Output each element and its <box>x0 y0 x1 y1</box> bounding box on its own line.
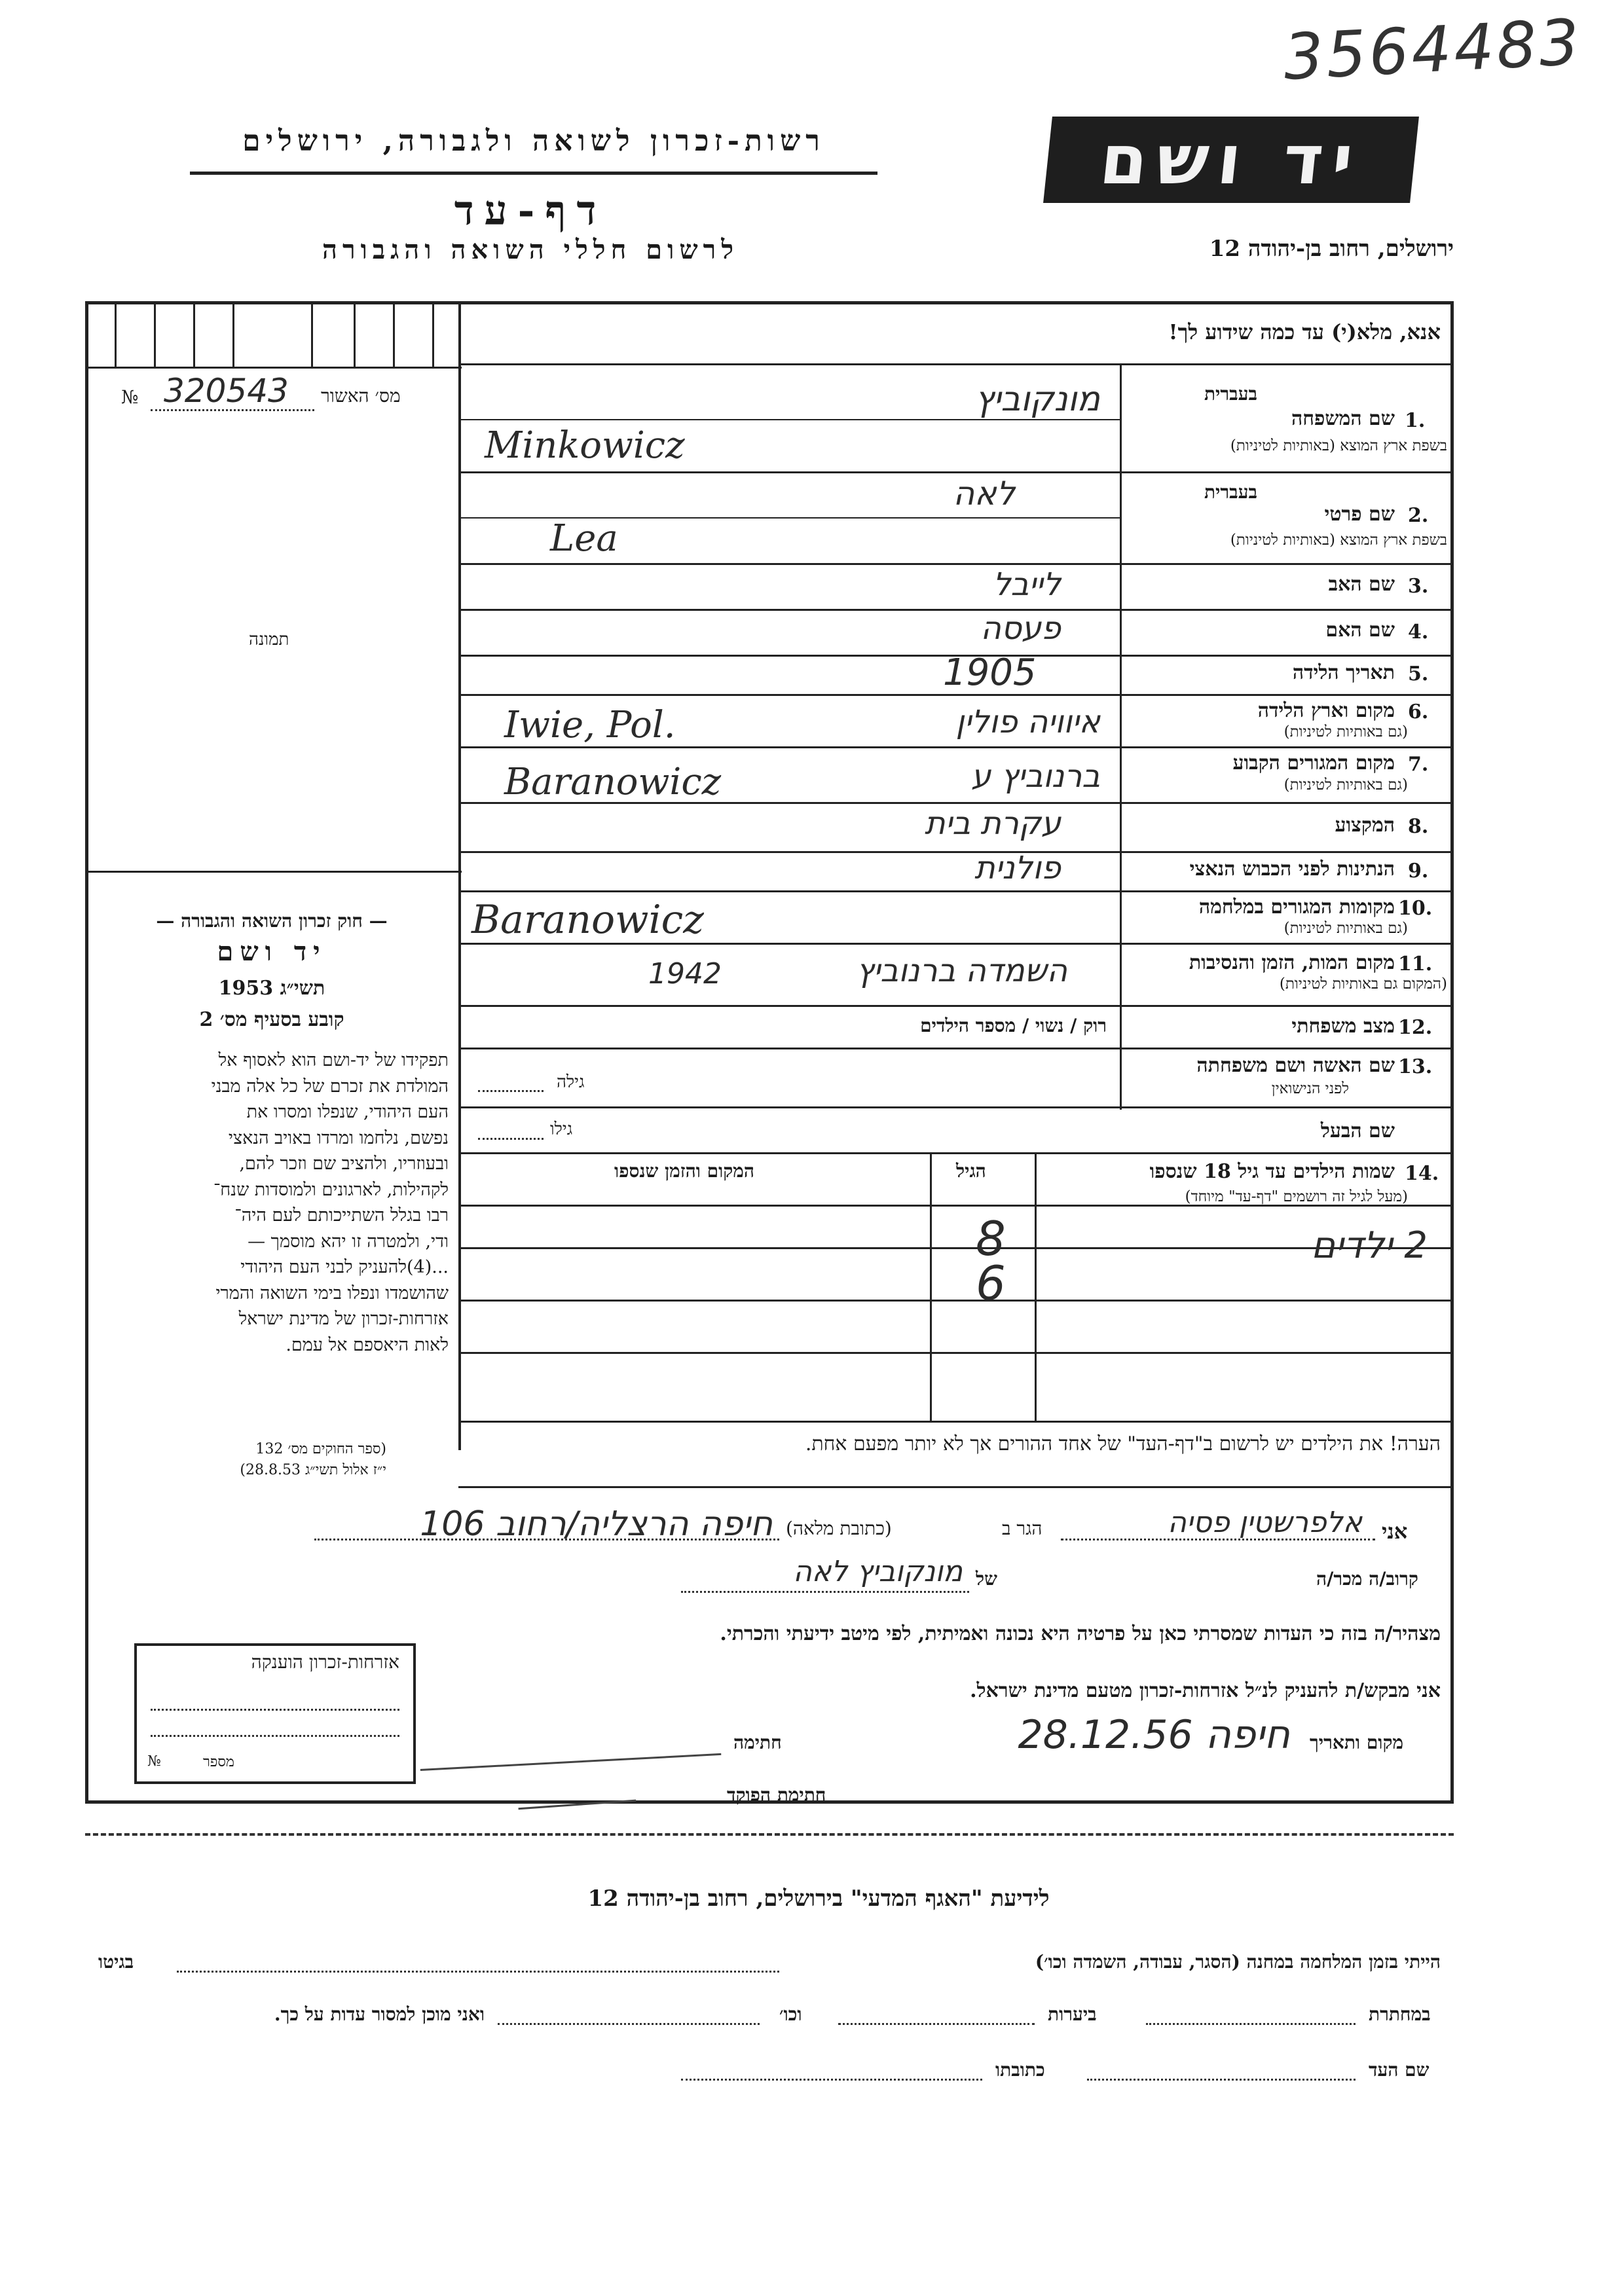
children-label: שמות הילדים עד גיל 18 שנספו <box>1149 1160 1395 1183</box>
field-11-value-year: 1942 <box>648 957 722 991</box>
field-8-value: עקרת בית <box>924 805 1061 842</box>
field-5-label: תאריך הלידה <box>1292 661 1395 684</box>
field-2-sub: בשפת ארץ המוצא (באותיות לטיניות) <box>1230 532 1447 549</box>
field-2-value-latin: Lea <box>550 517 618 560</box>
field-1-sub: בשפת ארץ המוצא (באותיות לטיניות) <box>1230 437 1447 454</box>
law-hebrew-year: תשי״ג <box>280 977 325 1000</box>
hebrew-header-2: בעברית <box>1204 481 1257 503</box>
field-11-sub: (המקום גם באותיות לטיניות) <box>1279 975 1447 993</box>
children-sub: (מעל לגיל זה רושמים "דף-עד" מיוחד) <box>1185 1188 1408 1205</box>
bottom-line-2-a: במחתרת <box>1369 2003 1431 2025</box>
field-9-value: פולנית <box>974 850 1061 886</box>
field-2-num: 2. <box>1408 504 1429 527</box>
field-11-num: 11. <box>1398 953 1433 975</box>
field-12-value: רוק / נשוי / מספר הילדים <box>920 1015 1107 1036</box>
field-3-num: 3. <box>1408 575 1429 598</box>
children-place-header: המקום והזמן שנספו <box>614 1160 754 1182</box>
husband-age-label: גילו <box>550 1120 573 1139</box>
photo-label: תמונה <box>249 630 289 649</box>
husband-label: שם הבעל <box>1320 1120 1395 1142</box>
children-num: 14. <box>1405 1162 1439 1185</box>
field-13-sub: לפני הנישואין <box>1271 1080 1349 1097</box>
children-age-header: הגיל <box>956 1160 986 1182</box>
field-6-sub: (גם באותיות לטיניות) <box>1283 723 1408 740</box>
decl-ani: אני <box>1382 1519 1408 1544</box>
law-year <box>92 977 452 1000</box>
decl-resident: הגר ב <box>1002 1518 1043 1539</box>
left-column-divider <box>458 304 461 1450</box>
form-subtitle: לרשום חללי השואה והגבורה <box>322 234 739 265</box>
field-10-value-latin: Baranowicz <box>471 897 704 943</box>
field-6-num: 6. <box>1408 701 1429 723</box>
field-1-value-he: מונקוביץ <box>974 380 1100 419</box>
field-3-label: שם האב <box>1328 573 1395 596</box>
law-line: העם היהודי, שנפלו ומסרו את <box>246 1102 449 1122</box>
field-4-value: פעסה <box>980 610 1061 647</box>
bottom-line-2-c: וכו׳ <box>779 2003 802 2025</box>
law-line: המולדת את זכרם של כל אלה מבני <box>211 1076 449 1097</box>
field-11-label: מקום המות, הזמן והנסיבות <box>1189 951 1395 974</box>
law-title: — חוק זכרון השואה והגבורה — <box>156 910 388 932</box>
archive-number: 3564483 <box>1282 5 1584 94</box>
child-age-2: 6 <box>976 1256 1006 1311</box>
law-ref-2: י״ז אלול תשי״ג 28.8.53) <box>240 1462 386 1478</box>
bottom-line-1-end: בגיטו <box>98 1951 134 1973</box>
label-column-divider <box>1120 363 1122 1110</box>
law-logo: יד ושם <box>217 936 327 967</box>
decl-of-value: מונקוביץ לאה <box>793 1555 963 1588</box>
children-entry-name: 2 ילדים <box>1310 1224 1428 1267</box>
decl-name: אלפרשטין פסיה <box>1168 1506 1362 1539</box>
field-9-label: הנתינות לפני הכבוש הנאצי <box>1189 858 1395 881</box>
field-4-num: 4. <box>1408 621 1429 644</box>
law-line: לאות היאספם אל עמם. <box>286 1334 449 1355</box>
header-rule <box>190 172 877 175</box>
form-title: דף-עד <box>454 187 607 234</box>
field-13-num: 13. <box>1398 1055 1433 1078</box>
child-age-1: 8 <box>976 1211 1006 1266</box>
field-10-num: 10. <box>1398 897 1433 920</box>
field-7-value-he: ברנוביץ ע <box>971 758 1100 795</box>
law-gregorian-year: 1953 <box>218 977 274 1000</box>
field-3-value: לייבל <box>993 566 1061 603</box>
law-line: ובעוזריו, ולהציב שם וזכר להם, <box>239 1154 449 1174</box>
decl-place-date-value: חיפה 28.12.56 <box>1018 1712 1290 1758</box>
bottom-line-2-b: ביערות <box>1048 2003 1097 2025</box>
decl-request: אני מבקש/ת להעניק לנ״ל אזרחות-זכרון מטעם מדינת ישראל. <box>970 1679 1441 1702</box>
decl-official-label: חתימת הפוקד <box>727 1784 826 1806</box>
law-line: תפקידו של יד-ושם הוא לאסוף אל <box>218 1050 449 1070</box>
decl-statement: מצהיר/ה בזה כי העדות שמסרתי כאן על פרטיה היא נכונה ואמיתית, לפי מיטב ידיעתי והכרתי. <box>720 1622 1441 1645</box>
field-12-label: מצב משפחתי <box>1291 1015 1395 1038</box>
field-13-label: שם האשה ושם משפחתה <box>1196 1054 1395 1077</box>
field-1-label: שם המשפחה <box>1291 407 1395 430</box>
field-9-num: 9. <box>1408 860 1429 883</box>
field-2-label: שם פרטי <box>1324 503 1395 526</box>
field-11-value-he: השמדה ברנוביץ <box>856 953 1067 989</box>
law-line: ...(4)להעניק לבני העם היהודי <box>240 1257 449 1277</box>
law-clause: קובע בסעיף מס׳ 2 <box>199 1008 344 1031</box>
field-1-num: 1. <box>1405 409 1426 432</box>
decl-address: חיפה הרצליה/רחוב 106 <box>420 1504 773 1544</box>
law-text <box>98 1048 449 1358</box>
bottom-separator <box>85 1833 1454 1836</box>
bottom-line-2-d: ואני מוכן למסור עדות על כך. <box>274 2003 485 2025</box>
field-4-label: שם האם <box>1325 619 1395 642</box>
field-6-label: מקום וארץ הלידה <box>1257 699 1395 722</box>
citizenship-no-mark: № <box>147 1753 161 1770</box>
file-no-value: 320543 <box>164 372 289 410</box>
field-7-label: מקום המגורים הקבוע <box>1232 752 1395 774</box>
org-title: רשות-זכרון לשואה ולגבורה, ירושלים <box>242 124 825 158</box>
address: ירושלים, רחוב בן-יהודה 12 <box>1209 236 1454 262</box>
decl-full-address-label: (כתובת מלאה) <box>786 1518 892 1539</box>
field-5-num: 5. <box>1408 663 1429 685</box>
law-line: לקהילות, לארגונים ולמוסדות שנח־ <box>213 1179 449 1200</box>
decl-place-date-label: מקום ותאריך <box>1310 1732 1404 1753</box>
field-12-num: 12. <box>1398 1016 1433 1039</box>
field-1-value-latin: Minkowicz <box>485 424 685 467</box>
citizenship-box-title: אזרחות-זכרון הוענקה <box>251 1651 399 1673</box>
file-no-label: מס׳ האשור <box>321 385 401 407</box>
bottom-title: לידיעת "האגף המדעי" בירושלים, רחוב בן-יהודה 12 <box>587 1886 1050 1912</box>
logo-text: יד ושם <box>1096 120 1366 200</box>
law-line: שהושמדו ונפלו בימי השואה והמרי <box>215 1283 449 1303</box>
file-no-mark: № <box>121 386 139 408</box>
intro-text: אנא, מלא(י) עד כמה שידוע לך! <box>1168 319 1441 344</box>
field-6-value-he: איוויה פולין <box>955 704 1100 740</box>
bottom-line-1: הייתי בזמן המלחמה במחנה (הסגר, עבודה, השמדה וכו׳) <box>1035 1951 1441 1973</box>
decl-relative-label: קרוב/ה מכר/ה <box>1316 1568 1418 1590</box>
decl-of: של <box>976 1568 997 1590</box>
law-line: אזרחות-זכרון של מדינת ישראל <box>238 1309 449 1329</box>
field-2-value-he: לאה <box>953 475 1015 513</box>
note: הערה! את הילדים יש לרשום ב"דף-העד" של אחד ההורים אך לא יותר מפעם אחת. <box>805 1432 1441 1455</box>
field-7-value-latin: Baranowicz <box>504 761 722 803</box>
citizenship-number-label: מספר <box>203 1754 234 1770</box>
law-line: רבו בגלל השתייכותם לעם היה־ <box>234 1205 449 1226</box>
yad-vashem-logo <box>1043 117 1419 203</box>
decl-signature-label: חתימה <box>733 1732 782 1753</box>
law-line: נפשם, נלחמו ומרדו באויב הנאצי <box>228 1127 449 1148</box>
field-7-num: 7. <box>1408 753 1429 776</box>
field-8-label: המקצוע <box>1335 814 1395 837</box>
field-8-num: 8. <box>1408 815 1429 838</box>
bottom-line-3-b: כתובתו <box>995 2059 1045 2081</box>
hebrew-header-1: בעברית <box>1204 383 1257 405</box>
field-10-label: מקומות המגורים במלחמה <box>1198 896 1395 919</box>
field-5-value: 1905 <box>943 651 1037 694</box>
field-10-sub: (גם באותיות לטיניות) <box>1283 920 1408 937</box>
field-7-sub: (גם באותיות לטיניות) <box>1283 776 1408 793</box>
field-6-value-latin: Iwie, Pol. <box>504 704 676 746</box>
field-13-age-label: גילה <box>557 1072 585 1092</box>
law-ref-1: (ספר החוקים מס׳ 132 <box>255 1441 386 1457</box>
bottom-line-3-a: שם העד <box>1369 2059 1430 2081</box>
law-line: ודי, ולמטרה זו יהא מוסמך — <box>248 1231 449 1252</box>
